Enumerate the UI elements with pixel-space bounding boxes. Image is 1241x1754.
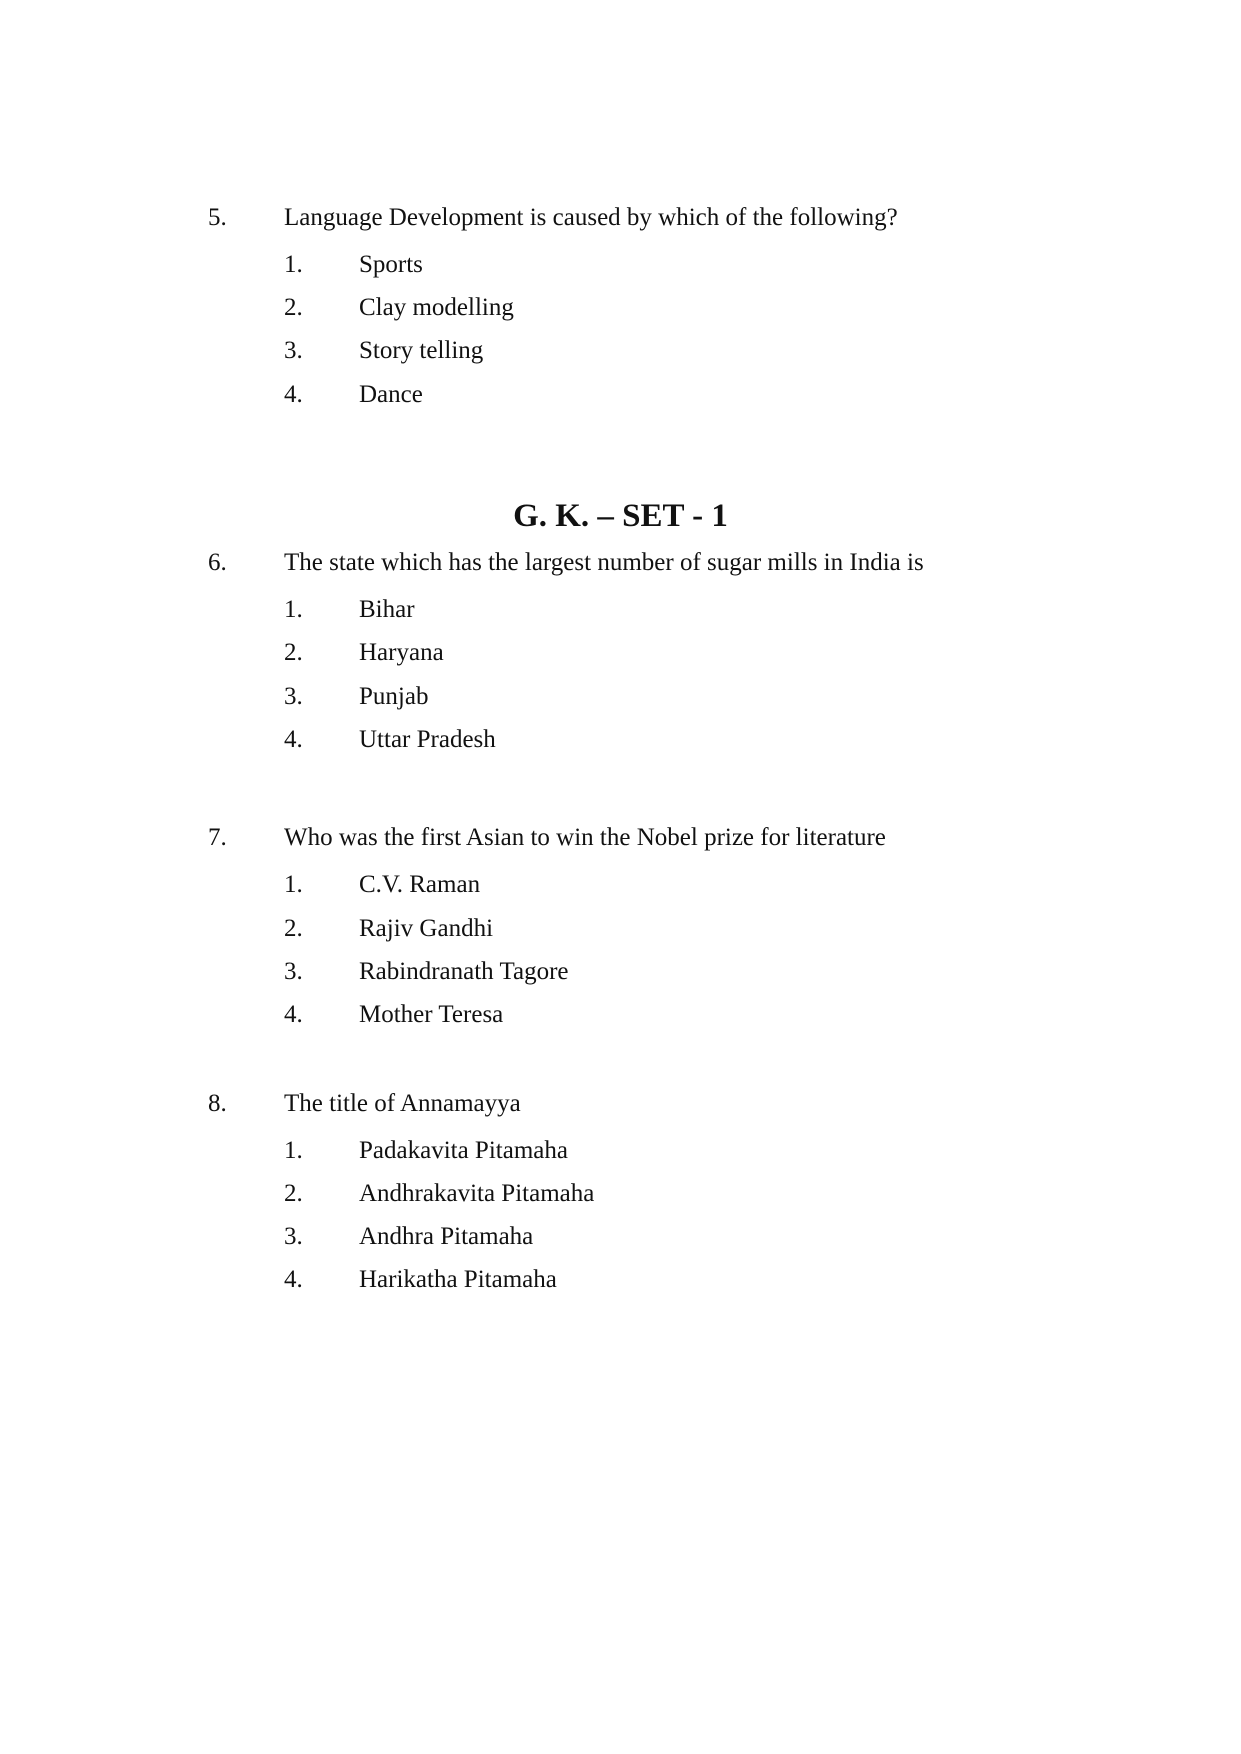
- option-text: Punjab: [359, 683, 429, 710]
- question-text: The state which has the largest number of sugar mills in India is: [284, 549, 924, 576]
- option-text: Andhrakavita Pitamaha: [359, 1180, 595, 1207]
- option-text: Dance: [359, 381, 423, 408]
- option-number: 3.: [284, 683, 303, 710]
- option-number: 4.: [284, 726, 303, 753]
- section-heading: G. K. – SET - 1: [513, 498, 728, 534]
- option-number: 2.: [284, 294, 303, 321]
- option-text: Story telling: [359, 337, 484, 364]
- option-text: Clay modelling: [359, 294, 514, 321]
- question-text: Who was the first Asian to win the Nobel prize for literature: [284, 824, 886, 851]
- option-number: 1.: [284, 596, 303, 623]
- option-number: 4.: [284, 1001, 303, 1028]
- option-text: Padakavita Pitamaha: [359, 1137, 568, 1164]
- option-text: C.V. Raman: [359, 871, 481, 898]
- question-number: 5.: [208, 204, 227, 231]
- option-number: 2.: [284, 915, 303, 942]
- question-number: 6.: [208, 549, 227, 576]
- question-text: Language Development is caused by which of the following?: [284, 204, 898, 231]
- option-number: 4.: [284, 381, 303, 408]
- question-number: 8.: [208, 1090, 227, 1117]
- option-text: Sports: [359, 251, 423, 278]
- option-text: Uttar Pradesh: [359, 726, 496, 753]
- option-text: Andhra Pitamaha: [359, 1223, 534, 1250]
- option-number: 3.: [284, 958, 303, 985]
- option-number: 1.: [284, 251, 303, 278]
- option-text: Rajiv Gandhi: [359, 915, 494, 942]
- option-text: Bihar: [359, 596, 415, 623]
- option-number: 2.: [284, 1180, 303, 1207]
- option-number: 2.: [284, 639, 303, 666]
- option-text: Mother Teresa: [359, 1001, 504, 1028]
- option-text: Harikatha Pitamaha: [359, 1266, 557, 1293]
- option-number: 3.: [284, 1223, 303, 1250]
- option-text: Haryana: [359, 639, 444, 666]
- option-number: 4.: [284, 1266, 303, 1293]
- option-number: 3.: [284, 337, 303, 364]
- question-number: 7.: [208, 824, 227, 851]
- option-number: 1.: [284, 1137, 303, 1164]
- option-text: Rabindranath Tagore: [359, 958, 569, 985]
- option-number: 1.: [284, 871, 303, 898]
- question-text: The title of Annamayya: [284, 1090, 521, 1117]
